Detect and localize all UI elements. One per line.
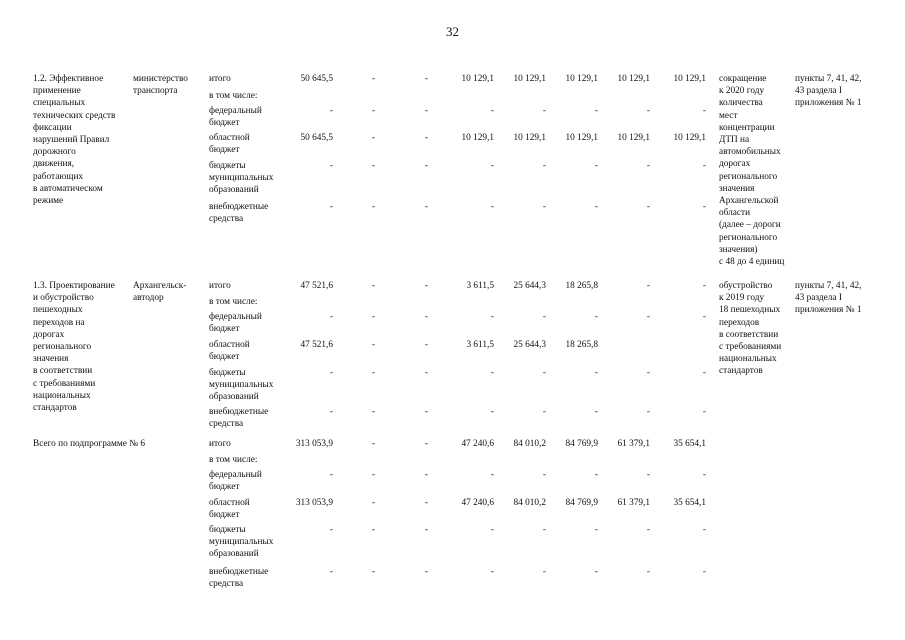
reference-line: пункты 7, 41, 42,	[795, 281, 862, 291]
funding-source-label: внебюджетные	[209, 567, 269, 577]
amount-cell: -	[542, 470, 546, 480]
amount-cell: -	[424, 161, 428, 171]
amount-cell: -	[702, 161, 706, 171]
amount-cell: -	[371, 470, 375, 480]
amount-cell: -	[371, 133, 375, 143]
measure-name-line: фиксации	[33, 122, 72, 133]
amount-cell: -	[490, 161, 494, 171]
executor-line: министерство	[133, 74, 188, 84]
measure-name-line: движения,	[33, 159, 75, 170]
amount-cell: -	[702, 407, 706, 417]
measure-name-line: 1.2. Эффективное	[33, 74, 104, 84]
measure-name-line: дорогах	[33, 329, 65, 340]
executor-line: автодор	[133, 293, 164, 304]
funding-source-label: федеральный	[209, 106, 262, 116]
funding-source-label: муниципальных	[209, 380, 274, 391]
expected-result-line: Архангельской	[719, 196, 779, 206]
amount-cell: -	[702, 106, 706, 116]
amount-cell: -	[371, 567, 375, 577]
amount-cell: -	[371, 407, 375, 417]
expected-result-line: значения)	[719, 244, 758, 255]
amount-cell: -	[594, 525, 598, 535]
amount-cell: -	[371, 368, 375, 378]
amount-cell: -	[646, 368, 650, 378]
expected-result-line: национальных	[719, 354, 777, 365]
amount-cell: -	[329, 202, 333, 212]
expected-result-line: регионального	[719, 232, 778, 243]
reference-line: приложения № 1	[795, 98, 862, 109]
funding-source-label: средства	[209, 579, 244, 590]
amount-cell: -	[702, 312, 706, 322]
executor-line: Архангельск-	[133, 281, 187, 291]
funding-source-label: бюджет	[209, 145, 240, 156]
amount-cell: 10 129,1	[461, 74, 494, 84]
amount-cell: 61 379,1	[617, 439, 650, 449]
measure-name-line: в соответствии	[33, 366, 93, 377]
amount-cell: -	[329, 407, 333, 417]
amount-cell: -	[702, 525, 706, 535]
reference-line: 43 раздела I	[795, 293, 842, 304]
amount-cell: -	[594, 106, 598, 116]
amount-cell: -	[490, 368, 494, 378]
amount-cell: -	[646, 407, 650, 417]
amount-cell: -	[371, 161, 375, 171]
funding-source-label: образований	[209, 549, 259, 560]
amount-cell: -	[490, 106, 494, 116]
funding-source-label: итого	[209, 439, 231, 449]
funding-source-label: бюджеты	[209, 525, 246, 535]
amount-cell: -	[424, 368, 428, 378]
amount-cell: -	[329, 368, 333, 378]
expected-result-line: к 2019 году	[719, 293, 765, 304]
funding-source-label: областной	[209, 133, 250, 143]
amount-cell: -	[371, 74, 375, 84]
expected-result-line: обустройство	[719, 281, 773, 291]
amount-cell: -	[490, 567, 494, 577]
funding-source-label: внебюджетные	[209, 407, 269, 417]
amount-cell: 10 129,1	[673, 74, 706, 84]
amount-cell: 10 129,1	[461, 133, 494, 143]
amount-cell: 10 129,1	[565, 74, 598, 84]
amount-cell: -	[424, 407, 428, 417]
amount-cell: -	[490, 525, 494, 535]
expected-result-line: в соответствии	[719, 329, 779, 340]
amount-cell: -	[371, 106, 375, 116]
expected-result-line: концентрации	[719, 122, 775, 133]
amount-cell: -	[371, 312, 375, 322]
funding-source-label: муниципальных	[209, 537, 274, 548]
amount-cell: -	[542, 106, 546, 116]
amount-cell: -	[329, 525, 333, 535]
amount-cell: 61 379,1	[617, 498, 650, 508]
amount-cell: 35 654,1	[673, 498, 706, 508]
amount-cell: 47 240,6	[461, 439, 494, 449]
funding-source-label: в том числе:	[209, 455, 258, 465]
amount-cell: 3 611,5	[466, 281, 494, 291]
measure-name-line: значения	[33, 354, 69, 365]
expected-result-line: дорогах	[719, 159, 751, 170]
amount-cell: -	[371, 525, 375, 535]
measure-name-line: технических средств	[33, 110, 116, 121]
amount-cell: -	[424, 525, 428, 535]
amount-cell: -	[594, 407, 598, 417]
amount-cell: -	[371, 498, 375, 508]
amount-cell: -	[371, 340, 375, 350]
amount-cell: 10 129,1	[617, 133, 650, 143]
amount-cell: -	[424, 106, 428, 116]
amount-cell: 3 611,5	[466, 340, 494, 350]
amount-cell: -	[329, 567, 333, 577]
amount-cell: -	[594, 470, 598, 480]
expected-result-line: переходов	[719, 317, 760, 328]
amount-cell: -	[329, 312, 333, 322]
measure-name-line: национальных	[33, 390, 91, 401]
funding-source-label: в том числе:	[209, 297, 258, 307]
funding-source-label: областной	[209, 340, 250, 350]
amount-cell: -	[702, 567, 706, 577]
measure-name-line: 1.3. Проектирование	[33, 281, 115, 291]
executor-line: транспорта	[133, 86, 178, 97]
amount-cell: -	[424, 312, 428, 322]
amount-cell: 10 129,1	[513, 74, 546, 84]
funding-source-label: областной	[209, 498, 250, 508]
amount-cell: -	[542, 312, 546, 322]
amount-cell: -	[646, 202, 650, 212]
amount-cell: 18 265,8	[565, 281, 598, 291]
amount-cell: -	[542, 525, 546, 535]
measure-name-line: пешеходных	[33, 305, 83, 316]
amount-cell: -	[424, 133, 428, 143]
funding-source-label: федеральный	[209, 470, 262, 480]
amount-cell: -	[424, 340, 428, 350]
amount-cell: -	[646, 312, 650, 322]
funding-source-label: средства	[209, 214, 244, 225]
amount-cell: 35 654,1	[673, 439, 706, 449]
amount-cell: 10 129,1	[617, 74, 650, 84]
measure-name-line: в автоматическом	[33, 183, 103, 194]
amount-cell: -	[424, 567, 428, 577]
amount-cell: -	[542, 202, 546, 212]
amount-cell: -	[490, 202, 494, 212]
amount-cell: 10 129,1	[513, 133, 546, 143]
measure-name-line: переходов на	[33, 317, 85, 328]
measure-name-line: применение	[33, 86, 81, 97]
amount-cell: 84 010,2	[513, 498, 546, 508]
amount-cell: 50 645,5	[300, 133, 333, 143]
expected-result-line: области	[719, 208, 751, 219]
funding-source-label: внебюджетные	[209, 202, 269, 212]
amount-cell: -	[329, 470, 333, 480]
measure-name-line: и обустройство	[33, 293, 94, 304]
amount-cell: -	[702, 368, 706, 378]
expected-result-line: мест	[719, 110, 738, 121]
amount-cell: 47 521,6	[300, 281, 333, 291]
expected-result-line: автомобильных	[719, 147, 781, 158]
funding-source-label: бюджет	[209, 510, 240, 521]
reference-line: приложения № 1	[795, 305, 862, 316]
amount-cell: -	[371, 439, 375, 449]
amount-cell: -	[702, 202, 706, 212]
amount-cell: 313 053,9	[295, 439, 333, 449]
funding-source-label: итого	[209, 74, 231, 84]
amount-cell: -	[702, 470, 706, 480]
funding-source-label: муниципальных	[209, 173, 274, 184]
amount-cell: 313 053,9	[295, 498, 333, 508]
funding-source-label: итого	[209, 281, 231, 291]
expected-result-line: (далее – дороги	[719, 220, 781, 231]
amount-cell: 50 645,5	[300, 74, 333, 84]
expected-result-line: ДТП на	[719, 135, 750, 145]
amount-cell: 47 521,6	[300, 340, 333, 350]
funding-source-label: бюджеты	[209, 368, 246, 378]
expected-result-line: с требованиями	[719, 342, 782, 352]
expected-result-line: сокращение	[719, 74, 767, 84]
amount-cell: -	[490, 470, 494, 480]
expected-result-line: к 2020 году	[719, 86, 765, 97]
measure-name-line: Всего по подпрограмме № 6	[33, 439, 146, 449]
amount-cell: -	[371, 202, 375, 212]
expected-result-line: стандартов	[719, 366, 763, 377]
amount-cell: -	[424, 281, 428, 291]
measure-name-line: с требованиями	[33, 378, 96, 389]
amount-cell: -	[646, 281, 650, 291]
expected-result-line: значения	[719, 183, 755, 194]
expected-result-line: с 48 до 4 единиц	[719, 257, 785, 267]
funding-source-label: бюджет	[209, 324, 240, 335]
amount-cell: -	[594, 567, 598, 577]
funding-source-label: бюджет	[209, 482, 240, 493]
reference-line: 43 раздела I	[795, 86, 842, 97]
amount-cell: 18 265,8	[565, 340, 598, 350]
amount-cell: -	[542, 161, 546, 171]
measure-name-line: регионального	[33, 342, 92, 352]
funding-source-label: бюджет	[209, 118, 240, 129]
funding-source-label: бюджет	[209, 352, 240, 363]
amount-cell: -	[424, 202, 428, 212]
measure-name-line: стандартов	[33, 403, 77, 413]
measure-name-line: специальных	[33, 98, 86, 109]
amount-cell: -	[424, 439, 428, 449]
expected-result-line: регионального	[719, 171, 778, 182]
amount-cell: -	[702, 281, 706, 291]
funding-source-label: средства	[209, 419, 244, 430]
amount-cell: 84 010,2	[513, 439, 546, 449]
funding-source-label: федеральный	[209, 312, 262, 322]
amount-cell: 25 644,3	[513, 281, 546, 291]
amount-cell: 47 240,6	[461, 498, 494, 508]
amount-cell: -	[542, 368, 546, 378]
amount-cell: -	[646, 161, 650, 171]
amount-cell: -	[542, 567, 546, 577]
amount-cell: 84 769,9	[565, 498, 598, 508]
amount-cell: -	[594, 202, 598, 212]
reference-line: пункты 7, 41, 42,	[795, 74, 862, 84]
amount-cell: -	[329, 106, 333, 116]
amount-cell: -	[594, 368, 598, 378]
amount-cell: -	[542, 407, 546, 417]
amount-cell: -	[490, 312, 494, 322]
amount-cell: 10 129,1	[565, 133, 598, 143]
funding-source-label: образований	[209, 185, 259, 196]
amount-cell: -	[424, 470, 428, 480]
amount-cell: 25 644,3	[513, 340, 546, 350]
amount-cell: -	[646, 525, 650, 535]
expected-result-line: 18 пешеходных	[719, 305, 781, 316]
amount-cell: -	[329, 161, 333, 171]
amount-cell: 10 129,1	[673, 133, 706, 143]
amount-cell: -	[646, 106, 650, 116]
measure-name-line: работающих	[33, 171, 84, 182]
amount-cell: 84 769,9	[565, 439, 598, 449]
amount-cell: -	[594, 161, 598, 171]
funding-source-label: в том числе:	[209, 91, 258, 101]
measure-name-line: нарушений Правил	[33, 135, 110, 145]
amount-cell: -	[371, 281, 375, 291]
funding-source-label: бюджеты	[209, 161, 246, 171]
amount-cell: -	[646, 567, 650, 577]
expected-result-line: количества	[719, 98, 763, 109]
measure-name-line: дорожного	[33, 147, 76, 158]
funding-source-label: образований	[209, 392, 259, 403]
page-number: 32	[446, 24, 459, 39]
amount-cell: -	[424, 498, 428, 508]
amount-cell: -	[594, 312, 598, 322]
measure-name-line: режиме	[33, 196, 64, 206]
amount-cell: -	[646, 470, 650, 480]
amount-cell: -	[490, 407, 494, 417]
amount-cell: -	[424, 74, 428, 84]
